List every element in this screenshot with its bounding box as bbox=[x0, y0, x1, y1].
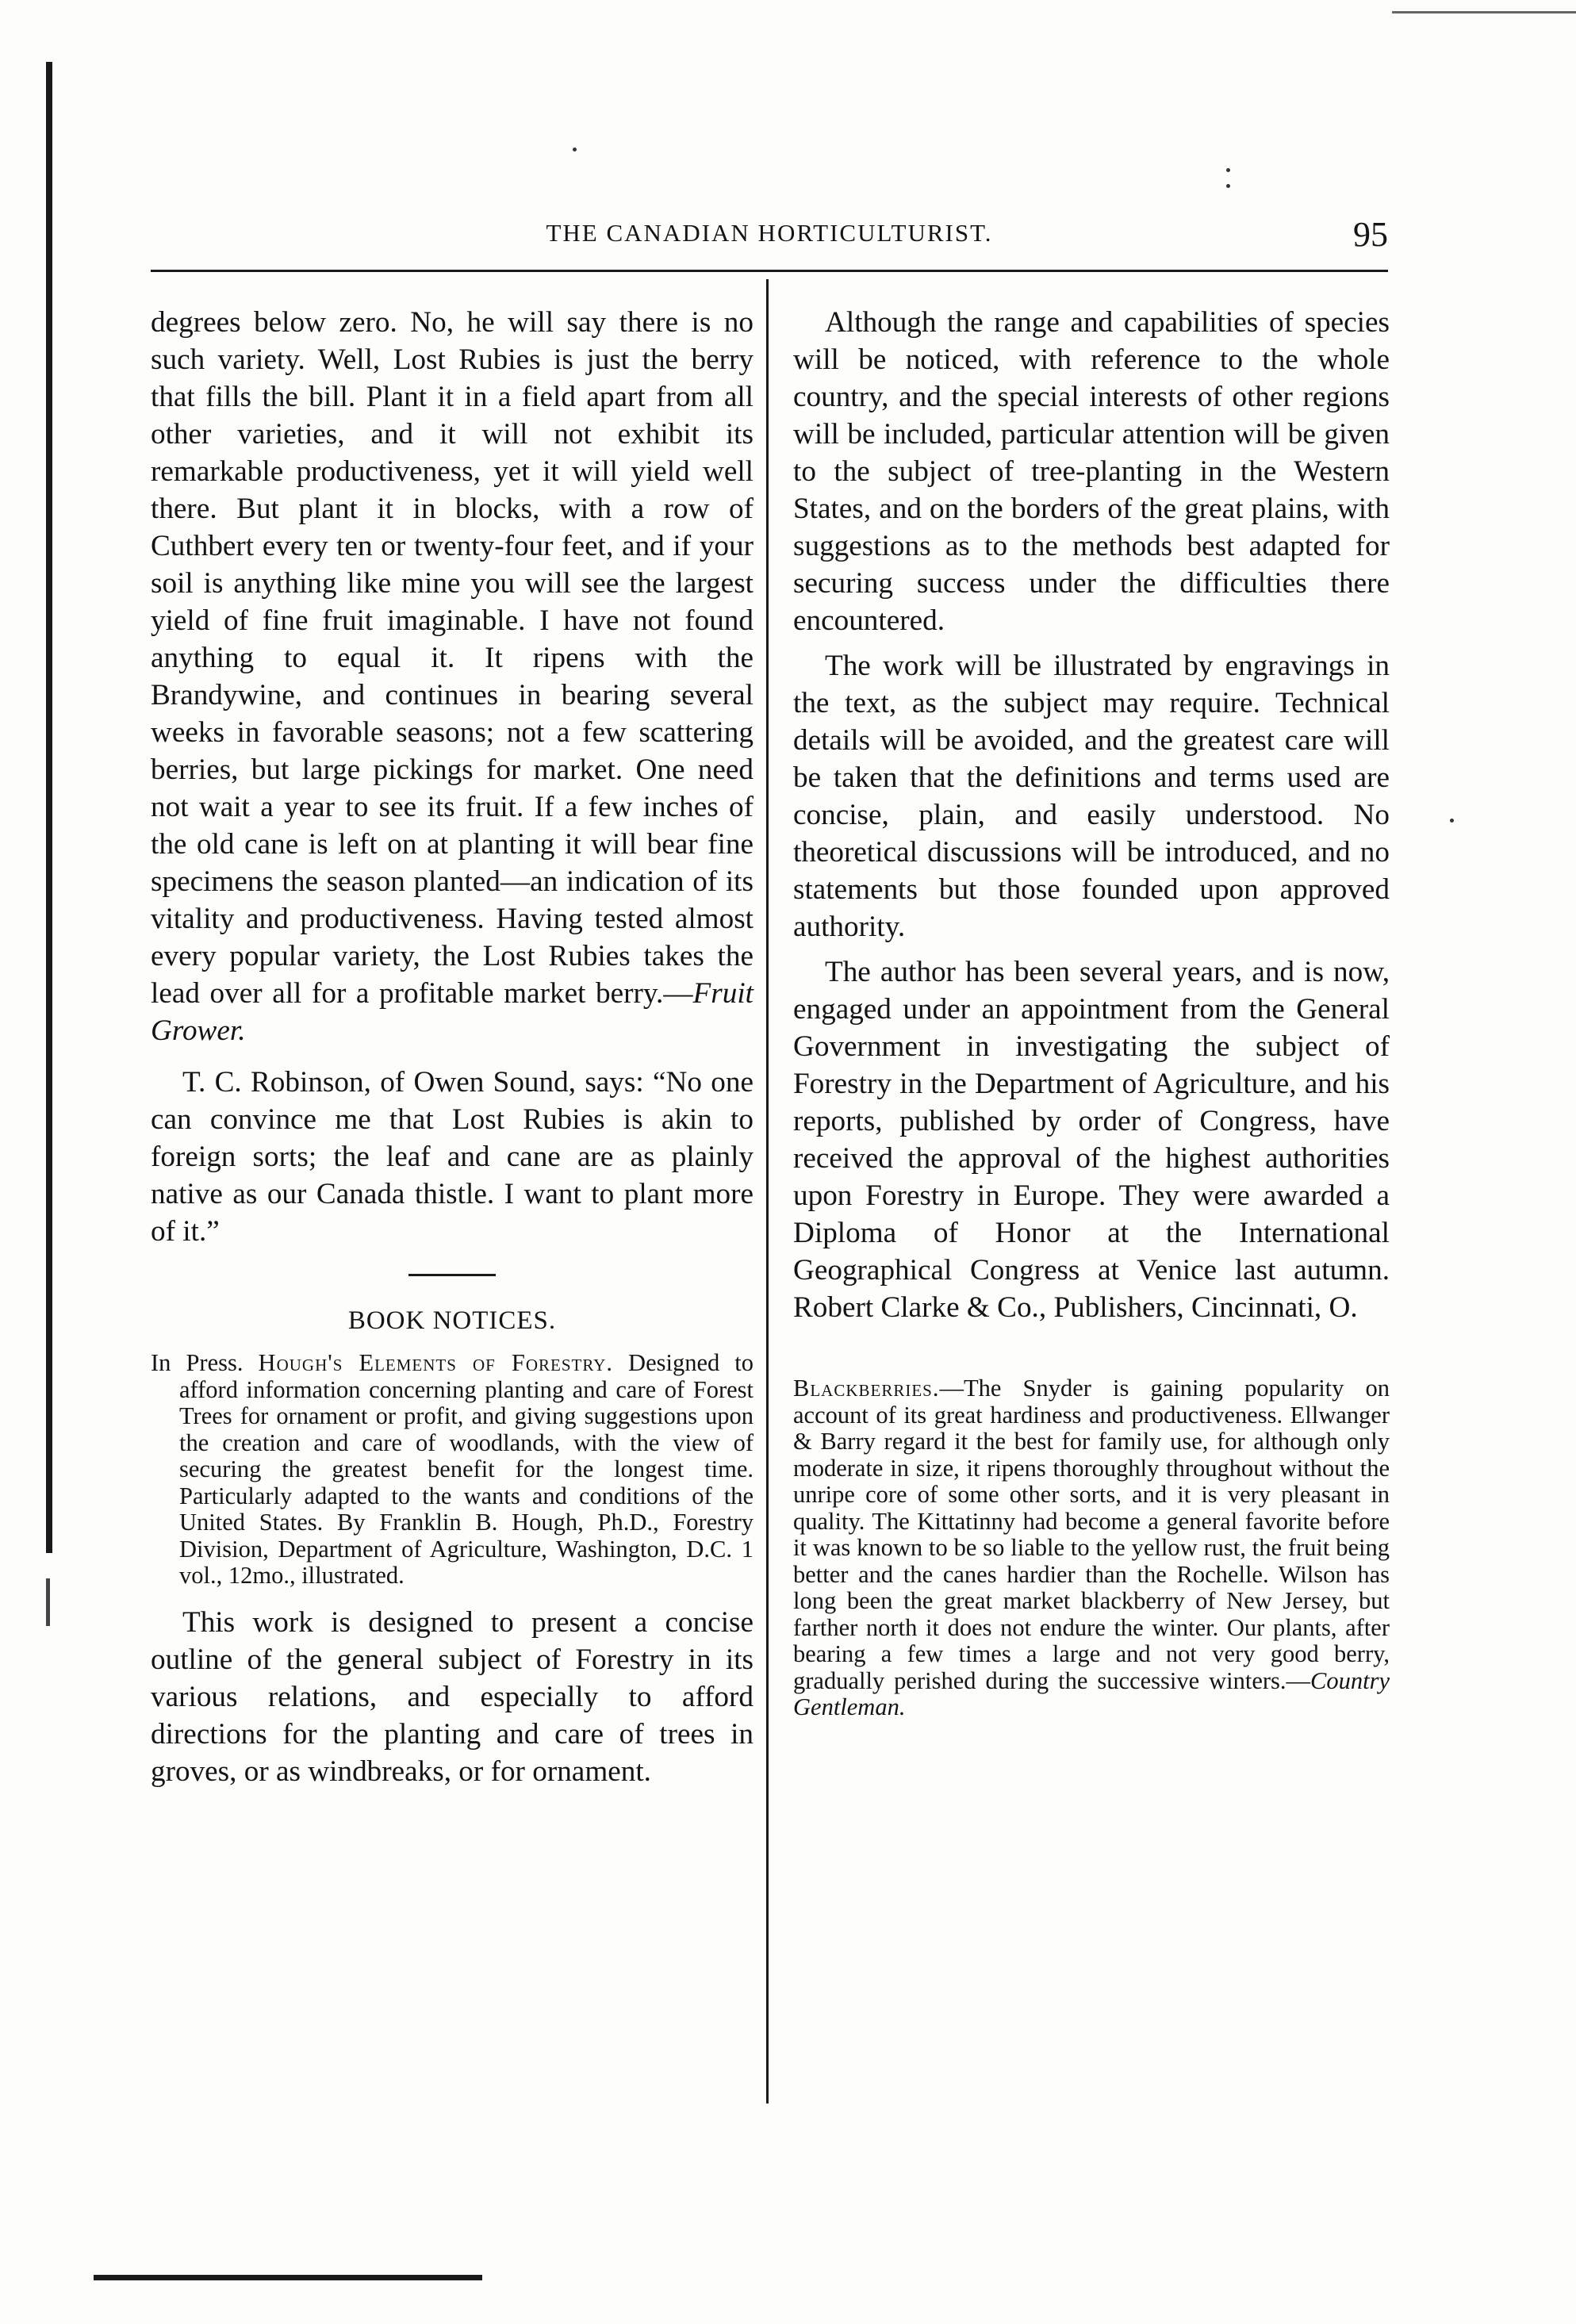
section-heading: BOOK NOTICES. bbox=[347, 1306, 557, 1335]
left-column bbox=[151, 304, 753, 1790]
corner-rule bbox=[1392, 11, 1576, 13]
notice-prefix: In Press. bbox=[151, 1349, 243, 1376]
print-speck bbox=[1226, 168, 1230, 172]
blackberries-paragraph bbox=[793, 1375, 1390, 1721]
bottom-edge-rule bbox=[94, 2275, 482, 2280]
header-rule bbox=[151, 270, 1388, 272]
notice-title: Hough's Elements of Forestry. bbox=[258, 1349, 613, 1376]
source-attribution: Country Gentleman. bbox=[793, 1666, 1390, 1720]
blackberries-body: —The Snyder is gaining popularity on account of its great hardiness and productiveness. Ellwanger & Barry regard it the best for family use, for although only moderate in size, it ripens thoroughly throughout without the unripe core of some other sorts, and it is very pleasant in quality. The Kittatinny had become a general favorite before it was known to be so liable to the yellow rust, the fruit being better and the canes hardier than the Rochelle. Wilson has long been the great market blackberry of New Jersey, but farther north it does not endure the winter. Our plants, after bearing a few times a large and not very good berry, gradually perished during the successive winters.— bbox=[793, 1375, 1390, 1694]
print-speck bbox=[1226, 184, 1230, 188]
blackberries-title: Blackberries. bbox=[793, 1375, 940, 1402]
running-header bbox=[151, 214, 1388, 262]
print-speck bbox=[1450, 819, 1454, 823]
source-attribution: Fruit Grower. bbox=[151, 977, 753, 1047]
page-number: 95 bbox=[1353, 215, 1388, 254]
paragraph-text: degrees below zero. No, he will say there is no such variety. Well, Lost Rubies is just the berry that fills the bill. Plant it in a field apart from all other varieties, and it will not exhibit its remarkable productiveness, yet it will yield well there. But plant it in blocks, with a row of Cuthbert every ten or twenty-four feet, and if your soil is anything like mine you will see the largest yield of fine fruit imaginable. I have not found anything to equal it. It ripens with the Brandywine, and continues in bearing several weeks in favorable seasons; not a few scattering berries, but large pickings for market. One need not wait a year to see its fruit. If a few inches of the old cane is left on at planting it will bear fine specimens the season planted—an indication of its vitality and productiveness. Having tested almost every popular variety, the Lost Rubies takes the lead over all for a profitable market berry.— bbox=[151, 306, 753, 1010]
running-title: THE CANADIAN HORTICULTURIST. bbox=[546, 219, 993, 247]
lost-rubies-paragraph bbox=[151, 304, 753, 1049]
scope-paragraph: Although the range and capabilities of species will be noticed, with reference to the whole country, and the special interests of other regions will be included, particular attention will be given to the subject of tree-planting in the Western States, and on the borders of the great plains, with suggestions as to the methods best adapted for securing success under the difficulties there encountered. bbox=[793, 306, 1390, 637]
notice-body: Designed to afford information concerning planting and care of Forest Trees for ornament or profit, and giving suggestions upon the creation and care of woodlands, with the view of securing the greatest benefit for the longest time. Particularly adapted to the wants and conditions of the United States. By Franklin B. Hough, Ph.D., Forestry Division, Department of Agriculture, Washington, D.C. 1 vol., 12mo., illustrated. bbox=[179, 1349, 754, 1589]
print-speck bbox=[573, 148, 577, 151]
book-description-paragraph: This work is designed to present a concise outline of the general subject of Forestry in its various relations, and especially to afford directions for the planting and care of trees in groves, or as windbreaks, or for ornament. bbox=[151, 1605, 753, 1788]
robinson-quote-paragraph: T. C. Robinson, of Owen Sound, says: “No one can convince me that Lost Rubies is akin to foreign sorts; the leaf and cane are as plainly native as our Canada thistle. I want to plant more of it.” bbox=[151, 1066, 753, 1248]
binding-edge-rule bbox=[46, 62, 52, 1553]
book-notice bbox=[151, 1350, 753, 1590]
section-divider bbox=[408, 1274, 496, 1276]
binding-edge-mark bbox=[46, 1578, 50, 1626]
column-divider bbox=[766, 279, 769, 2103]
author-paragraph: The author has been several years, and is now, engaged under an appointment from the General Government in investigating the subject of Forestry in the Department of Agriculture, and his reports, published by order of Congress, have received the approval of the highest authorities upon Forestry in Europe. They were awarded a Diploma of Honor at the International Geographical Congress at Venice last autumn. Robert Clarke & Co., Publishers, Cincinnati, O. bbox=[793, 956, 1390, 1324]
right-column bbox=[793, 304, 1390, 1721]
illustration-paragraph: The work will be illustrated by engravings in the text, as the subject may require. Technical details will be avoided, and the greatest care will be taken that the definitions and terms used are concise, plain, and easily understood. No theoretical discussions will be introduced, and no statements but those founded upon approved authority. bbox=[793, 650, 1390, 943]
